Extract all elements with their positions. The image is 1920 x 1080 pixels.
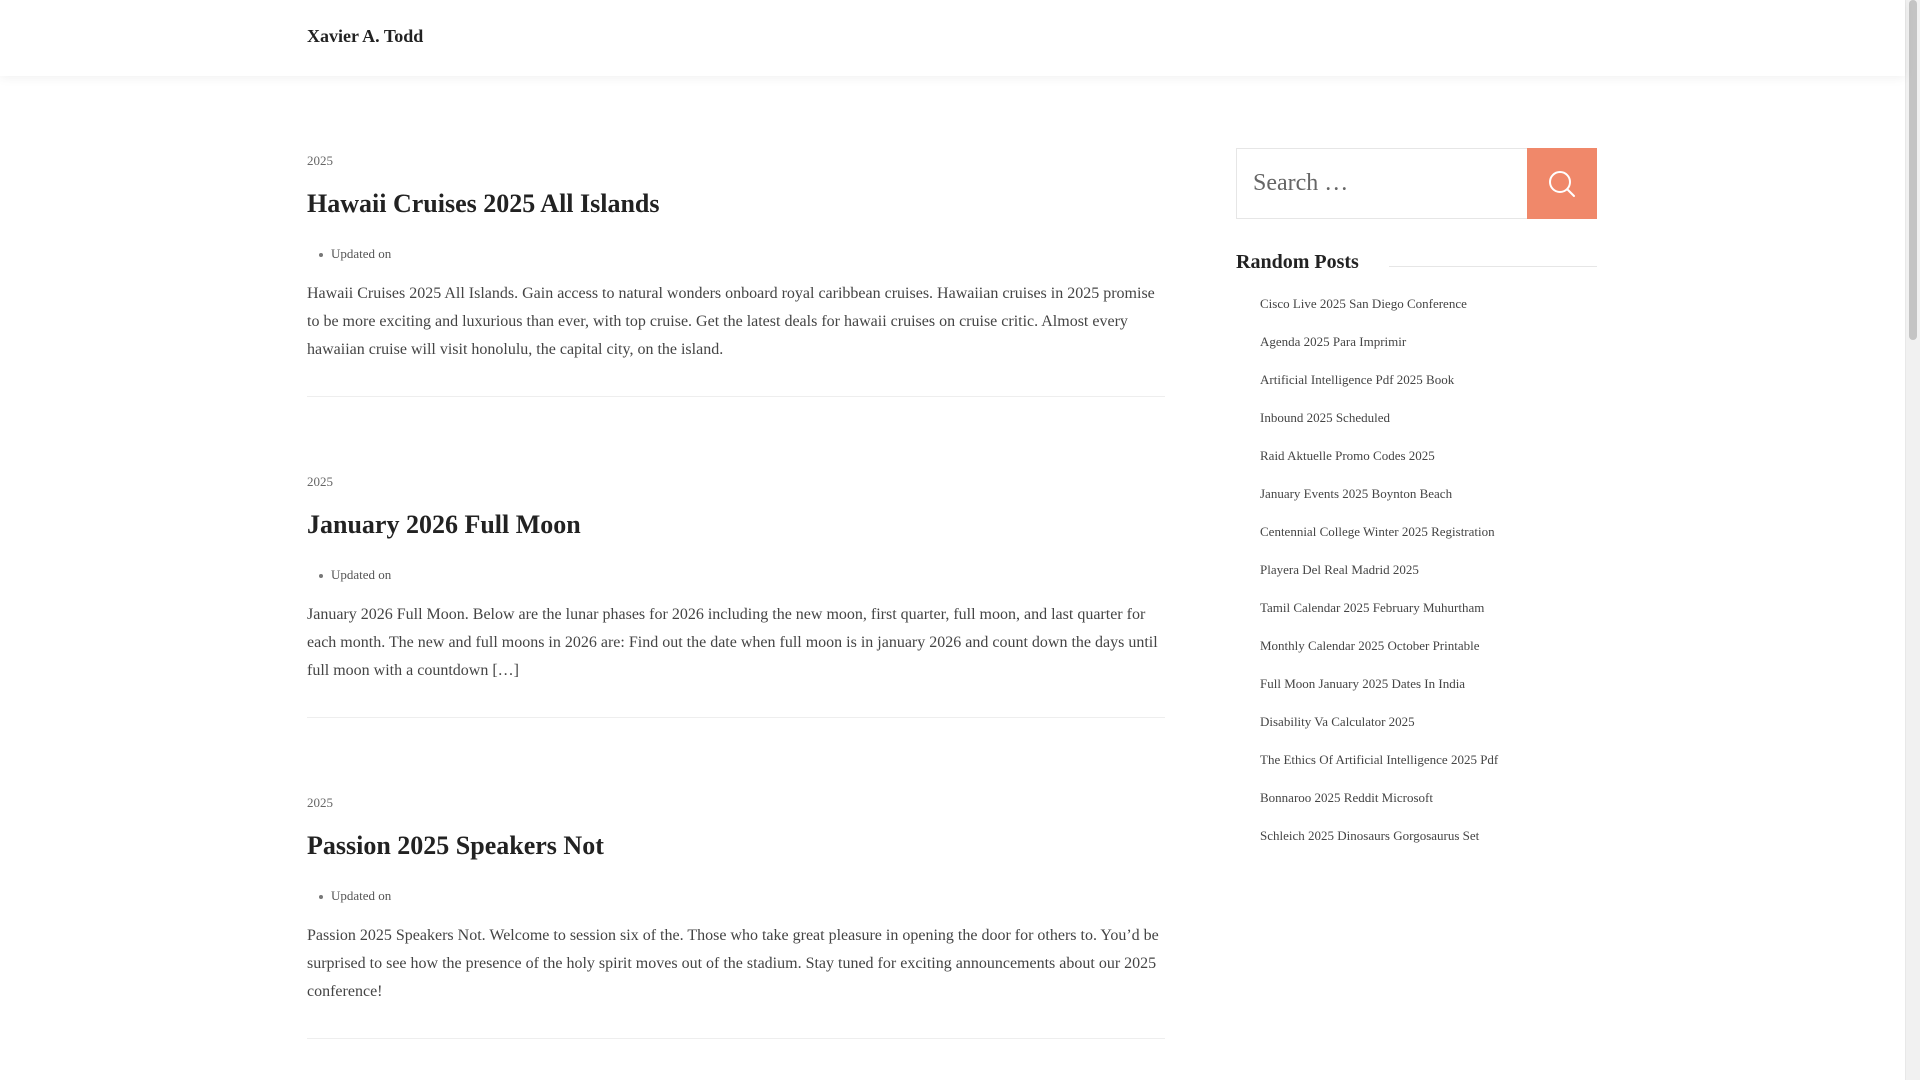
list-item bbox=[1236, 599, 1597, 637]
random-posts-header bbox=[1236, 251, 1597, 281]
search-form bbox=[1236, 148, 1597, 219]
post-meta-updated: Updated on bbox=[331, 567, 392, 582]
post-title-link[interactable]: January 2026 Full Moon bbox=[307, 510, 581, 539]
random-posts-list bbox=[1236, 295, 1597, 865]
random-post-link[interactable]: Artificial Intelligence Pdf 2025 Book bbox=[1260, 372, 1455, 387]
sidebar bbox=[1236, 148, 1597, 865]
list-item bbox=[1236, 789, 1597, 827]
random-post-link[interactable]: Monthly Calendar 2025 October Printable bbox=[1260, 638, 1480, 653]
list-item bbox=[1236, 523, 1597, 561]
list-item bbox=[1236, 751, 1597, 789]
post-meta-updated: Updated on bbox=[331, 888, 392, 903]
random-post-link[interactable]: Disability Va Calculator 2025 bbox=[1260, 714, 1415, 729]
search-input[interactable] bbox=[1236, 148, 1527, 219]
random-post-link[interactable]: January Events 2025 Boynton Beach bbox=[1260, 486, 1453, 501]
vertical-scrollbar[interactable] bbox=[1905, 0, 1920, 1080]
post-title-link[interactable]: Passion 2025 Speakers Not bbox=[307, 831, 604, 860]
random-post-link[interactable]: Raid Aktuelle Promo Codes 2025 bbox=[1260, 448, 1435, 463]
post-category-link[interactable]: 2025 bbox=[307, 795, 333, 810]
post-item bbox=[307, 397, 1165, 718]
site-title-link[interactable]: Xavier A. Todd bbox=[307, 26, 424, 46]
random-post-link[interactable]: Cisco Live 2025 San Diego Conference bbox=[1260, 296, 1467, 311]
random-post-link[interactable]: Tamil Calendar 2025 February Muhurtham bbox=[1260, 600, 1485, 615]
post-list bbox=[307, 76, 1165, 1039]
list-item bbox=[1236, 485, 1597, 523]
list-item bbox=[1236, 713, 1597, 751]
search-icon bbox=[1527, 169, 1597, 199]
post-meta-updated: Updated on bbox=[331, 246, 392, 261]
post-title-link[interactable]: Hawaii Cruises 2025 All Islands bbox=[307, 189, 660, 218]
random-post-link[interactable]: Full Moon January 2025 Dates In India bbox=[1260, 676, 1466, 691]
list-item bbox=[1236, 637, 1597, 675]
site-header bbox=[0, 0, 1905, 76]
random-post-link[interactable]: Inbound 2025 Scheduled bbox=[1260, 410, 1390, 425]
post-item bbox=[307, 718, 1165, 1039]
post-excerpt: January 2026 Full Moon. Below are the lunar phases for 2026 including the new moon, first quarter, full moon, and last quarter for each month. The new and full moons in 2026 are: Find out the date when full moon is in january 2026 and count down the days until full moon with a countdown […] bbox=[307, 606, 1158, 679]
list-item bbox=[1236, 447, 1597, 485]
search-button[interactable] bbox=[1527, 148, 1597, 219]
list-item bbox=[1236, 827, 1597, 865]
post-item bbox=[307, 76, 1165, 397]
list-item bbox=[1236, 675, 1597, 713]
list-item bbox=[1236, 295, 1597, 333]
random-post-link[interactable]: Bonnaroo 2025 Reddit Microsoft bbox=[1260, 790, 1433, 805]
post-category-link[interactable]: 2025 bbox=[307, 153, 333, 168]
list-item bbox=[1236, 371, 1597, 409]
random-posts-title: Random Posts bbox=[1236, 251, 1389, 274]
random-post-link[interactable]: Schleich 2025 Dinosaurs Gorgosaurus Set bbox=[1260, 828, 1480, 843]
list-item bbox=[1236, 561, 1597, 599]
random-post-link[interactable]: Agenda 2025 Para Imprimir bbox=[1260, 334, 1407, 349]
random-post-link[interactable]: Playera Del Real Madrid 2025 bbox=[1260, 562, 1419, 577]
post-excerpt: Passion 2025 Speakers Not. Welcome to session six of the. Those who take great pleasure in opening the door for others to. You’d be surprised to see how the presence of the holy spirit moves out of the stadium. Stay tuned for exciting announcements about our 2025 conference! bbox=[307, 927, 1159, 1000]
scrollbar-thumb[interactable] bbox=[1909, 0, 1917, 340]
random-post-link[interactable]: The Ethics Of Artificial Intelligence 2025 Pdf bbox=[1260, 752, 1499, 767]
list-item bbox=[1236, 333, 1597, 371]
list-item bbox=[1236, 409, 1597, 447]
random-post-link[interactable]: Centennial College Winter 2025 Registration bbox=[1260, 524, 1495, 539]
post-excerpt: Hawaii Cruises 2025 All Islands. Gain access to natural wonders onboard royal caribbean cruises. Hawaiian cruises in 2025 promise to be more exciting and luxurious than ever, with top cruise. Get the latest deals for hawaii cruises on cruise critic. Almost every hawaiian cruise will visit honolulu, the capital city, on the island. bbox=[307, 285, 1155, 358]
post-category-link[interactable]: 2025 bbox=[307, 474, 333, 489]
